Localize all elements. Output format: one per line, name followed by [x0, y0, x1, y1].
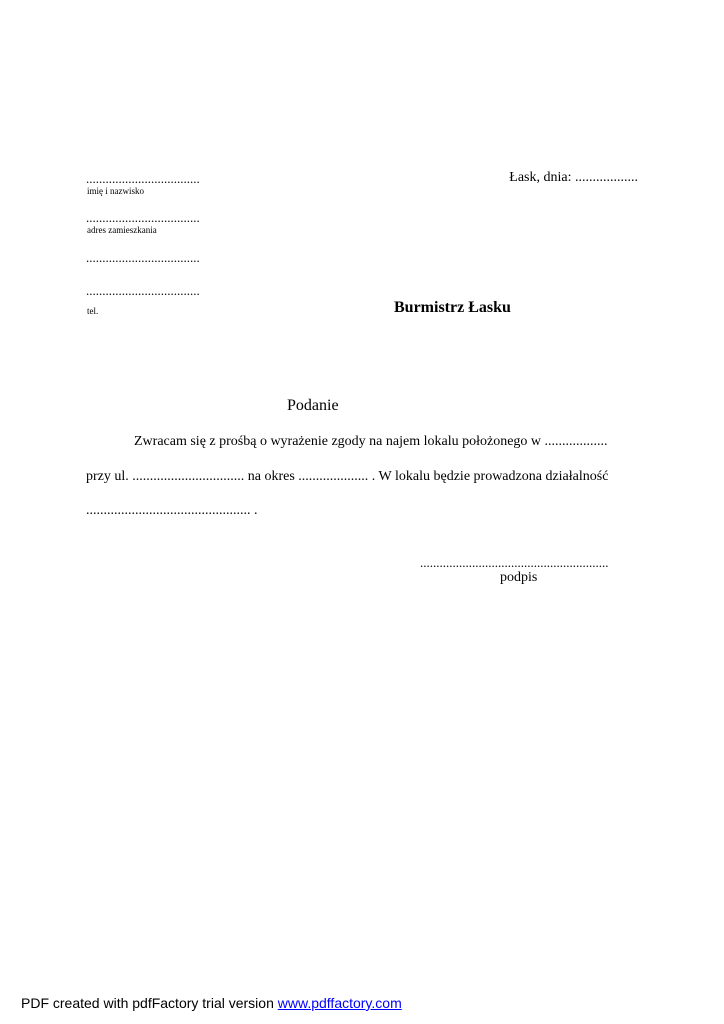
signature-dotted-line: .......................................................... — [420, 555, 609, 570]
footer-text: PDF created with pdfFactory trial version — [21, 995, 278, 1011]
phone-label: tel. — [87, 306, 99, 316]
signature-label: podpis — [500, 570, 538, 585]
name-label: imię i nazwisko — [87, 186, 144, 196]
address-label: adres zamieszkania — [87, 225, 157, 235]
recipient-heading: Burmistrz Łasku — [394, 299, 511, 316]
place-and-date: Łask, dnia: .................. — [509, 170, 638, 185]
body-line-street-period: przy ul. ................................ na okres .................... . W lokalu będzie prowadzona działalność — [86, 469, 609, 484]
pdf-footer — [21, 995, 402, 1011]
body-line-activity: ............................................... . — [86, 503, 258, 518]
body-line-request: Zwracam się z prośbą o wyrażenie zgody na najem lokalu położonego w .................. — [134, 434, 608, 449]
address-second-dotted-line: ................................... — [86, 250, 200, 265]
document-title: Podanie — [287, 397, 339, 414]
address-dotted-line: ................................... — [86, 210, 200, 225]
phone-dotted-line: ................................... — [86, 283, 200, 298]
footer-link[interactable]: www.pdffactory.com — [277, 995, 402, 1011]
name-dotted-line: ................................... — [86, 171, 200, 186]
